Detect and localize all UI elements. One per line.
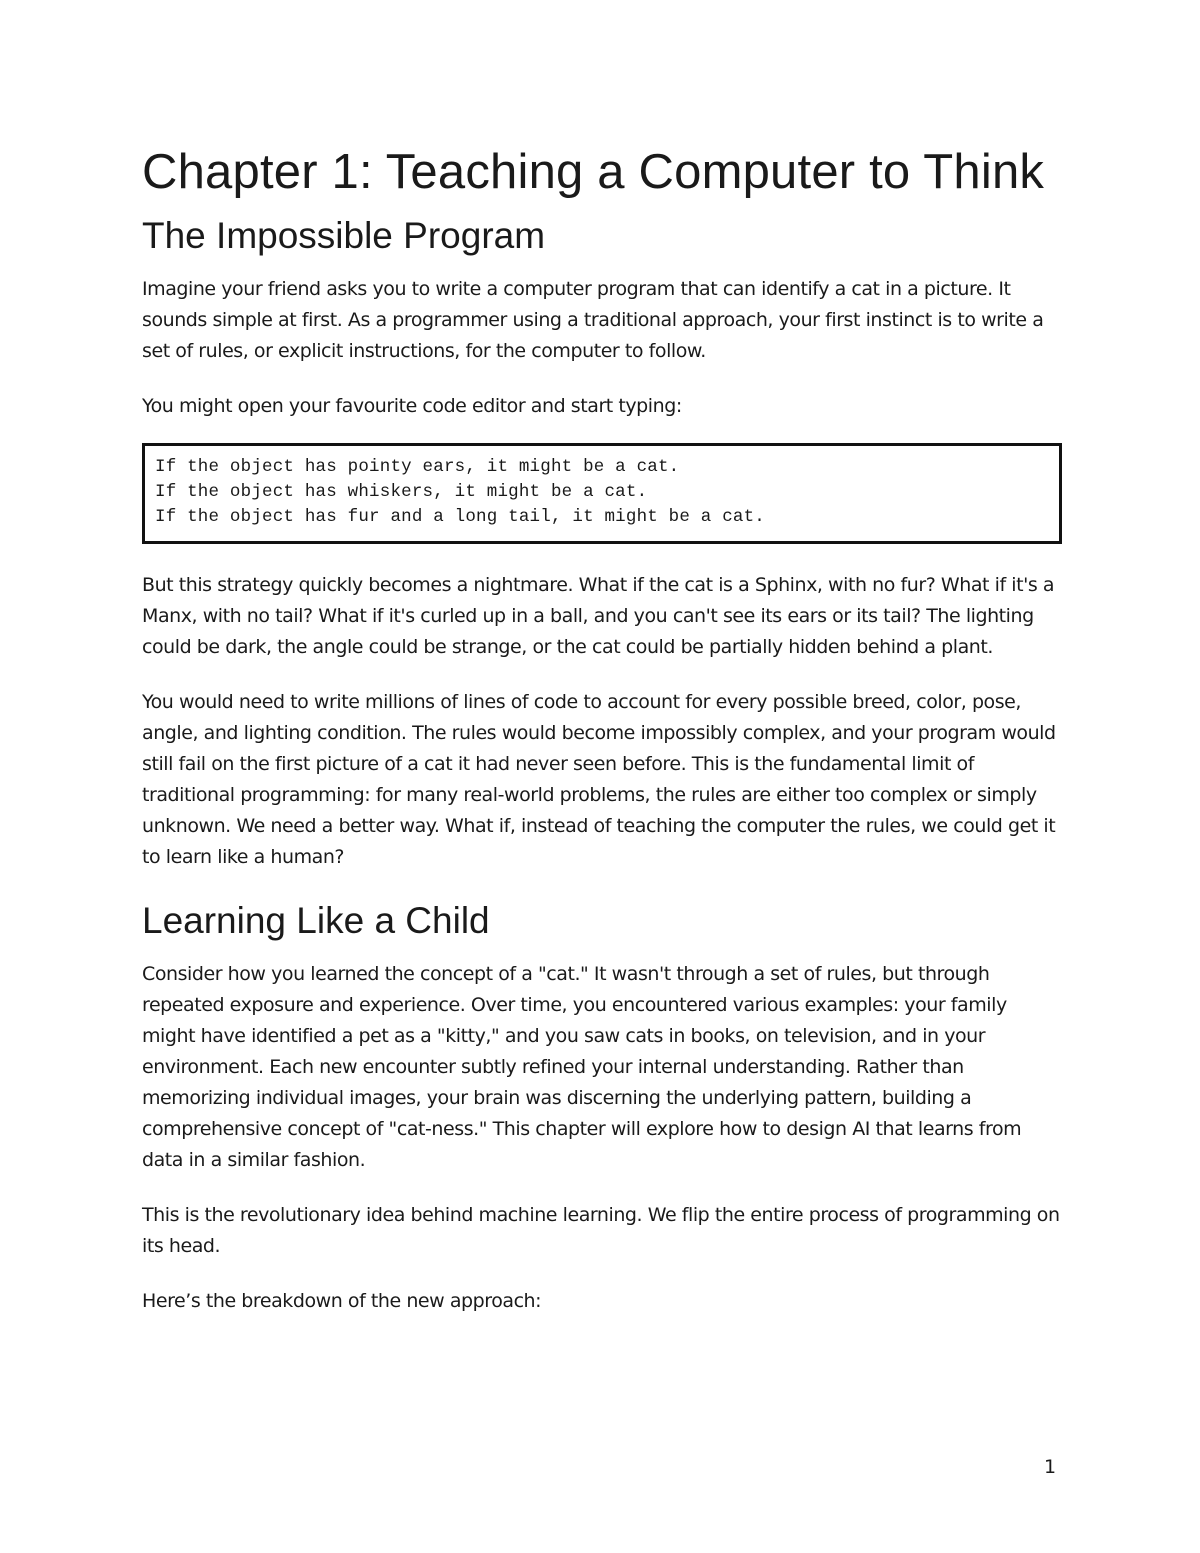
code-block xyxy=(142,443,1062,544)
code-line: If the object has pointy ears, it might be a cat. xyxy=(155,457,680,477)
paragraph-breakdown: Here’s the breakdown of the new approach: xyxy=(142,1290,542,1312)
page-number: 1 xyxy=(1044,1456,1057,1478)
document-page xyxy=(142,140,1062,1317)
code-line: If the object has whiskers, it might be a cat. xyxy=(155,482,648,502)
paragraph-revolutionary-idea: This is the revolutionary idea behind machine learning. We flip the entire process of programming on its head. xyxy=(142,1204,1060,1257)
paragraph-consider: Consider how you learned the concept of a "cat." It wasn't through a set of rules, but through repeated exposure and experience. Over time, you encountered various examples: your family might have identified a pet as a "kitty," and you saw cats in books, on television, and in your environment. Each new encounter subtly refined your internal understanding. Rather than memorizing individual images, your brain was discerning the underlying pattern, building a comprehensive concept of "cat-ness." This chapter will explore how to design AI that learns from data in a similar fashion. xyxy=(142,963,1022,1171)
chapter-title: Chapter 1: Teaching a Computer to Think xyxy=(142,145,1045,199)
section-heading-impossible-program: The Impossible Program xyxy=(142,215,546,256)
paragraph-millions-of-lines: You would need to write millions of lines of code to account for every possible breed, color, pose, angle, and lighting condition. The rules would become impossibly complex, and your program would still fail on the first picture of a cat it had never seen before. This is the fundamental limit of traditional programming: for many real-world problems, the rules are either too complex or simply unknown. We need a better way. What if, instead of teaching the computer the rules, we could get it to learn like a human? xyxy=(142,691,1056,868)
paragraph-nightmare: But this strategy quickly becomes a nightmare. What if the cat is a Sphinx, with no fur? What if it's a Manx, with no tail? What if it's curled up in a ball, and you can't see its ears or its tail? The lighting could be dark, the angle could be strange, or the cat could be partially hidden behind a plant. xyxy=(142,574,1055,658)
code-line: If the object has fur and a long tail, it might be a cat. xyxy=(155,507,765,527)
paragraph-code-editor: You might open your favourite code editor and start typing: xyxy=(142,395,682,417)
paragraph-imagine: Imagine your friend asks you to write a computer program that can identify a cat in a picture. It sounds simple at first. As a programmer using a traditional approach, your first instinct is to write a set of rules, or explicit instructions, for the computer to follow. xyxy=(142,278,1044,362)
section-heading-learning-like-a-child: Learning Like a Child xyxy=(142,900,490,941)
